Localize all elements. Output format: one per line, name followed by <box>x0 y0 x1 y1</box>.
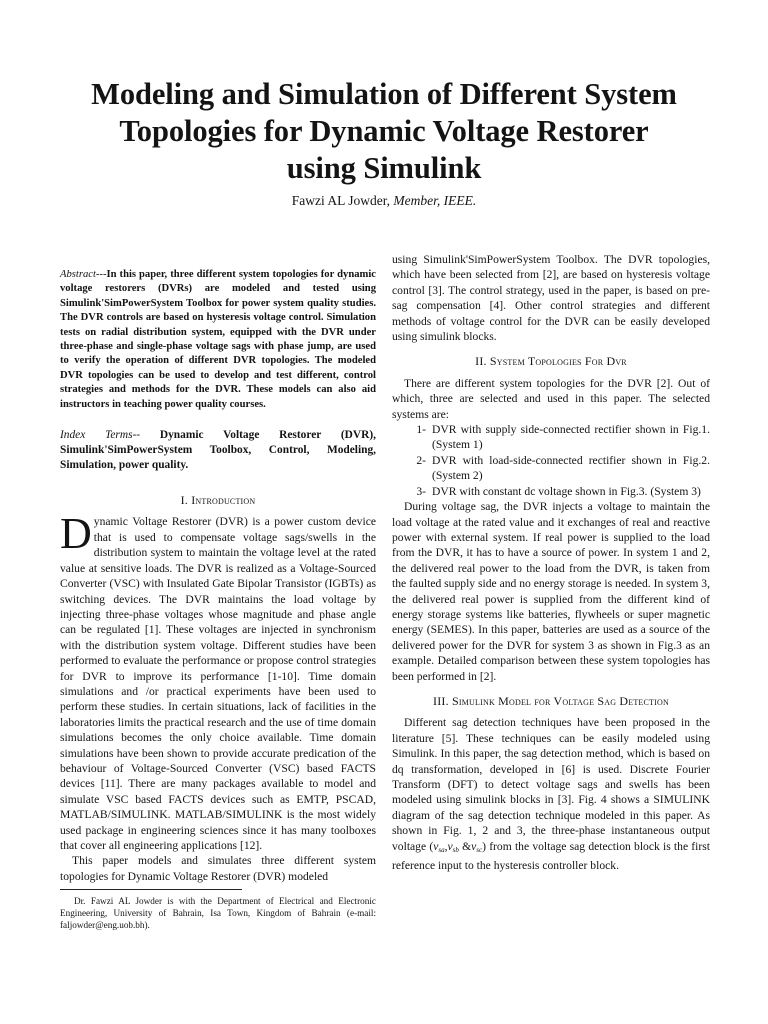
index-terms <box>60 428 376 473</box>
list-item-number: 3- <box>416 484 426 498</box>
title-line-1: Modeling and Simulation of Different System <box>91 77 677 111</box>
paper-title <box>40 76 728 187</box>
author-line <box>0 193 768 209</box>
right-intro-paragraph: using Simulink'SimPowerSystem Toolbox. The DVR topologies, which have been selected from [2], are based on hysteresis voltage control [3]. The control strategy, used in the paper, is based on pre-sag compensation [4]. Other control strategies and different methods of voltage control for the DVR can be easily developed using simulink blocks. <box>392 253 710 344</box>
author-membership: Member, IEEE. <box>393 193 477 208</box>
list-item-text: DVR with supply side-connected rectifier shown in Fig.1. (System 1) <box>432 423 710 452</box>
abstract-dash: --- <box>95 269 107 280</box>
voltage-separator-1: , <box>444 839 448 853</box>
voltage-symbol-c: v <box>471 839 477 853</box>
topologies-paragraph-1: There are different system topologies for the DVR [2]. Out of which, three are selected and used in this paper. The selected systems are: <box>392 376 710 421</box>
list-item <box>392 484 710 499</box>
voltage-symbol-b: v <box>447 839 453 853</box>
author-name: Fawzi AL Jowder, <box>291 193 391 208</box>
left-column <box>60 268 376 884</box>
abstract-label: Abstract <box>60 269 96 280</box>
intro-paragraph-2: This paper models and simulates three different system topologies for Dynamic Voltage Restorer (DVR) modeled <box>60 854 376 883</box>
intro-paragraph-1 <box>60 509 376 853</box>
section-heading-system-topologies: II. System Topologies For Dvr <box>475 354 627 369</box>
list-item <box>392 453 710 484</box>
drop-cap: D <box>60 509 92 559</box>
sag-detection-text-a: Different sag detection techniques have been proposed in the literature [5]. These techniques can be easily modeled using Simulink. In this paper, the sag detection method, which is based on dq transformation, developed in [6] is used. Discrete Fourier Transform (DFT) to detect voltage sags and swells has been modeled using simulink blocks in [3]. Fig. 4 shows a SIMULINK diagram of the sag detection technique modeled in this paper. As shown in Fig. 1, 2 and 3, the three-phase instantaneous output voltage ( <box>392 716 710 853</box>
section-heading-sag-detection: III. Simulink Model for Voltage Sag Detection <box>433 693 669 708</box>
author-footnote: Dr. Fawzi AL Jowder is with the Department of Electrical and Electronic Engineering, University of Bahrain, Isa Town, Kingdom of Bahrain (e-mail: faljowder@eng.uob.bh). <box>60 896 376 930</box>
topologies-paragraph-2: During voltage sag, the DVR injects a voltage to maintain the load voltage at the rated value and it exchanges of real and reactive power with external system. If real power is supplied to the load from the DVR, it has to have a source of power. In system 1 and 2, the delivered real power to the load from the DVR, is taken from the faulted supply side and no energy storage is needed. In system 3, the delivered real power is supplied from the different kind of energy storage systems like batteries, flywheels or super magnetic energy (SEMES). In this paper, batteries are used as a source of the delivered power for the DVR for system 3 as shown in Fig.3 as an example. Detailed comparison between these system topologies has been performed in [2]. <box>392 500 710 683</box>
voltage-separator-2: & <box>458 839 472 853</box>
title-line-2: Topologies for Dynamic Voltage Restorer <box>119 114 649 148</box>
abstract-text: In this paper, three different system topologies for dynamic voltage restorers (DVRs) are modeled and tested using Simulink'SimPowerSystem Toolbox for power system quality studies. The DVR controls are based on hysteresis voltage control. Simulation tests on radial distribution system, equipped with the DVR under three-phase and single-phase voltage sags with phase jump, are used to verify the operation of different DVR topologies. The modeled DVR topologies can be used to develop and test different, control strategies and methods for the DVR. These models can also aid instructors in teaching power quality courses. <box>60 269 376 410</box>
sag-detection-paragraph <box>392 715 710 873</box>
list-item-number: 2- <box>416 453 426 467</box>
index-terms-dash: -- <box>132 429 160 442</box>
voltage-subscript-c: sc <box>476 845 483 854</box>
system-list <box>392 422 710 499</box>
intro-paragraph-1-text: ynamic Voltage Restorer (DVR) is a power custom device that is used to compensate voltage sags/swells in the distribution system to maintain the voltage level at the rated value at sensitive loads. The DVR is realized as a Voltage-Sourced Converter (VSC) with Insulated Gate Bipolar Transistor (IGBTs) as switching devices. The DVR maintains the load voltage by injecting three-phase voltages whose magnitude and phase angle can be regulated [1]. These voltages are injected in synchronism with the distribution system voltage. Different studies have been performed to evaluate the performance or propose control strategies for DVR to improve its performance [1-10]. Time domain simulations and /or practical experiments have been used to perform these studies. In certain situations, lack of facilities in the laboratories limits the practical research and the use of time domain simulations becomes the only choice available. Time domain simulations have been shown to provide accurate predication of the behaviour of Voltage-Sourced Converter (VSC) based FACTS devices [11]. There are many packages available to model and simulate VSC based FACTS devices such as EMTP, PSCAD, MATLAB/SIMULINK. MATLAB/SIMULINK is the most widely used package in engineering sciences since it has many toolboxes that cover all engineering applications [12]. <box>60 515 376 852</box>
list-item-number: 1- <box>416 423 426 437</box>
voltage-subscript-b: sb <box>452 845 459 854</box>
voltage-subscript-a: sa <box>438 845 445 854</box>
right-column <box>392 252 710 873</box>
list-item <box>392 422 710 453</box>
voltage-symbol-a: v <box>433 839 439 853</box>
sag-detection-text-b: ) from the voltage sag detection block is the first reference input to the hysteresis controller block. <box>392 839 710 873</box>
list-item-text: DVR with load-side-connected rectifier shown in Fig.2. (System 2) <box>432 453 710 483</box>
index-terms-label: Index Terms <box>60 429 133 442</box>
index-terms-text: Dynamic Voltage Restorer (DVR), Simulink'SimPowerSystem Toolbox, Control, Modeling, Simulation, power quality. <box>60 429 376 472</box>
footnote-rule <box>60 889 242 890</box>
title-line-3: using Simulink <box>286 151 482 185</box>
list-item-text: DVR with constant dc voltage shown in Fig.3. (System 3) <box>432 484 701 498</box>
section-heading-introduction: I. Introduction <box>180 493 256 508</box>
abstract <box>60 268 376 412</box>
